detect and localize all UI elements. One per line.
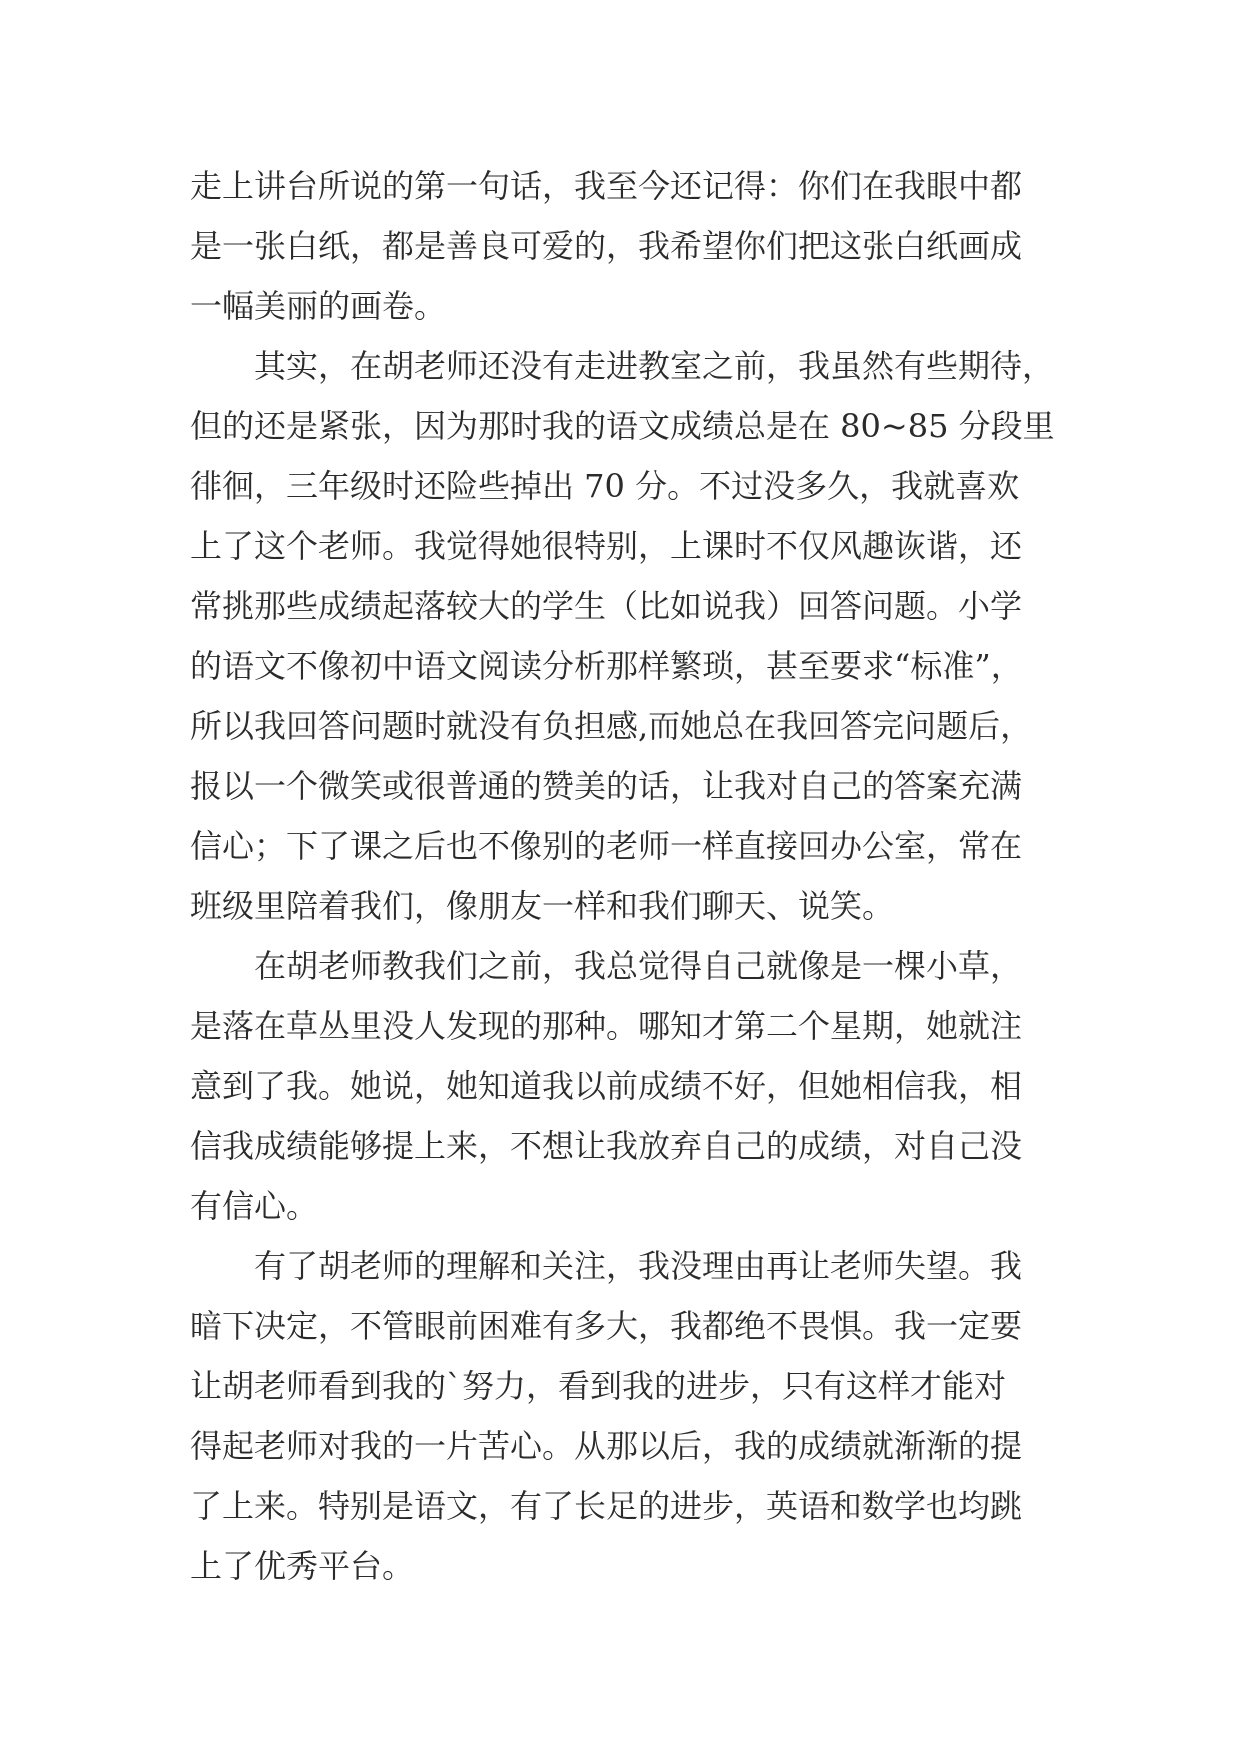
- text-line: 了上来。特别是语文，有了长足的进步，英语和数学也均跳: [190, 1487, 1023, 1525]
- text-line: 得起老师对我的一片苦心。从那以后，我的成绩就渐渐的提: [190, 1427, 1023, 1465]
- text-line: 信心；下了课之后也不像别的老师一样直接回办公室，常在: [190, 827, 1023, 865]
- text-line: 是一张白纸，都是善良可爱的，我希望你们把这张白纸画成: [190, 227, 1023, 265]
- text-line: 班级里陪着我们，像朋友一样和我们聊天、说笑。: [190, 887, 895, 925]
- paragraph-start-line: 其实，在胡老师还没有走进教室之前，我虽然有些期待，: [254, 347, 1055, 385]
- text-line: 常挑那些成绩起落较大的学生（比如说我）回答问题。小学: [190, 587, 1023, 625]
- text-line: 意到了我。她说，她知道我以前成绩不好，但她相信我，相: [190, 1067, 1023, 1105]
- paragraph-start-line: 在胡老师教我们之前，我总觉得自己就像是一棵小草，: [254, 947, 1023, 985]
- text-line: 上了这个老师。我觉得她很特别，上课时不仅风趣诙谐，还: [190, 527, 1023, 565]
- document-body: [190, 156, 1055, 1596]
- text-line: 一幅美丽的画卷。: [190, 287, 447, 325]
- text-line: 有信心。: [190, 1187, 319, 1225]
- text-line: 所以我回答问题时就没有负担感,而她总在我回答完问题后，: [190, 707, 1033, 745]
- text-line: 走上讲台所说的第一句话，我至今还记得：你们在我眼中都: [190, 167, 1023, 205]
- text-line: 暗下决定，不管眼前困难有多大，我都绝不畏惧。我一定要: [190, 1307, 1023, 1345]
- paragraph-start-line: 有了胡老师的理解和关注，我没理由再让老师失望。我: [254, 1247, 1023, 1285]
- text-line: 是落在草丛里没人发现的那种。哪知才第二个星期，她就注: [190, 1007, 1023, 1045]
- text-line: 信我成绩能够提上来，不想让我放弃自己的成绩，对自己没: [190, 1127, 1023, 1165]
- text-line: 报以一个微笑或很普通的赞美的话，让我对自己的答案充满: [190, 767, 1023, 805]
- text-line: 上了优秀平台。: [190, 1547, 415, 1585]
- text-line: 徘徊，三年级时还险些掉出 70 分。不过没多久，我就喜欢: [190, 467, 1020, 505]
- text-line: 的语文不像初中语文阅读分析那样繁琐，甚至要求“标准”，: [190, 647, 1023, 685]
- text-line: 让胡老师看到我的`努力，看到我的进步，只有这样才能对: [190, 1367, 1007, 1405]
- text-line: 但的还是紧张，因为那时我的语文成绩总是在 80~85 分段里: [190, 407, 1055, 445]
